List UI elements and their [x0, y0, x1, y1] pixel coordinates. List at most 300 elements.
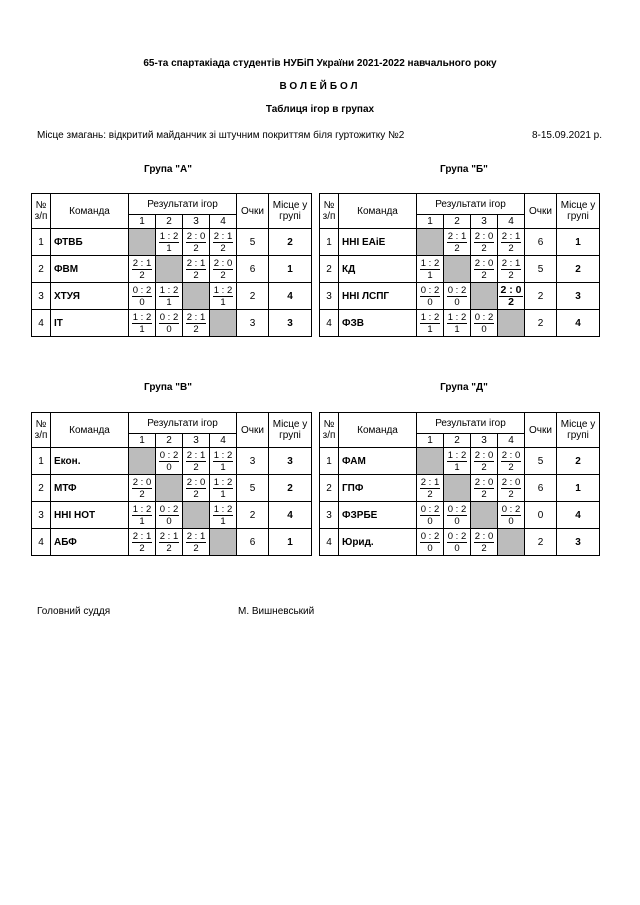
match-score [501, 504, 522, 527]
col-header-results: Результати ігор [129, 413, 237, 434]
sport-name: ВОЛЕЙБОЛ [279, 81, 361, 92]
team-place: 2 [557, 256, 600, 283]
set-score: 1 : 2 [420, 311, 440, 323]
set-score: 0 : 2 [420, 530, 440, 542]
row-num: 4 [320, 529, 339, 556]
team-points: 6 [237, 529, 269, 556]
match-points: 2 [454, 242, 460, 254]
self-cell-shaded [210, 310, 237, 337]
table-row [320, 502, 600, 529]
set-score: 0 : 2 [447, 503, 467, 515]
self-cell-shaded [156, 475, 183, 502]
col-header-opponent: 2 [156, 215, 183, 229]
match-points: 2 [220, 269, 226, 281]
self-cell-shaded [417, 448, 444, 475]
document-subtitle: Таблиця ігор в групах [265, 104, 375, 115]
set-score: 0 : 2 [420, 503, 440, 515]
row-num: 3 [32, 502, 51, 529]
match-score [501, 477, 522, 500]
score-cell [129, 529, 156, 556]
match-score [447, 531, 468, 554]
col-header-team: Команда [339, 413, 417, 448]
self-cell-shaded [417, 229, 444, 256]
self-cell-shaded [444, 256, 471, 283]
score-cell [183, 475, 210, 502]
col-header-results: Результати ігор [129, 194, 237, 215]
score-cell [444, 229, 471, 256]
score-cell [210, 448, 237, 475]
match-points: 1 [220, 515, 226, 527]
set-score: 0 : 2 [447, 284, 467, 296]
team-name: ННІ НОТ [51, 502, 129, 529]
set-score: 0 : 2 [474, 311, 494, 323]
match-score [213, 258, 234, 281]
team-place: 3 [269, 310, 312, 337]
col-header-points: Очки [237, 413, 269, 448]
match-score [447, 285, 468, 308]
match-points: 2 [193, 323, 199, 335]
match-points: 0 [481, 323, 487, 335]
set-score: 2 : 1 [447, 230, 467, 242]
table-row [32, 529, 312, 556]
row-num: 1 [32, 448, 51, 475]
score-cell [210, 502, 237, 529]
col-header-num: № з/п [32, 194, 51, 229]
team-points: 0 [525, 502, 557, 529]
match-points: 0 [508, 515, 514, 527]
match-score [213, 285, 234, 308]
col-header-opponent: 4 [210, 215, 237, 229]
col-header-place: Місце у групі [269, 194, 312, 229]
set-score: 2 : 1 [501, 230, 521, 242]
set-score: 2 : 0 [186, 230, 206, 242]
col-header-team: Команда [51, 413, 129, 448]
col-header-opponent: 3 [183, 215, 210, 229]
team-place: 2 [269, 229, 312, 256]
col-header-num: № з/п [32, 413, 51, 448]
team-place: 4 [269, 502, 312, 529]
match-score [186, 312, 207, 335]
team-points: 2 [525, 283, 557, 310]
set-score: 2 : 1 [132, 257, 152, 269]
match-points: 0 [454, 296, 460, 308]
match-points: 2 [193, 461, 199, 473]
match-score [186, 477, 207, 500]
match-points: 2 [166, 542, 172, 554]
self-cell-shaded [129, 229, 156, 256]
table-row [320, 310, 600, 337]
match-points: 0 [166, 515, 172, 527]
table-row [320, 529, 600, 556]
match-points: 0 [166, 461, 172, 473]
col-header-opponent: 1 [129, 215, 156, 229]
col-header-opponent: 2 [444, 215, 471, 229]
score-cell [210, 256, 237, 283]
group-a-table [31, 193, 312, 337]
row-num: 3 [32, 283, 51, 310]
match-points: 1 [454, 461, 460, 473]
score-cell [129, 475, 156, 502]
match-points: 0 [427, 296, 433, 308]
score-cell [471, 256, 498, 283]
match-score [474, 531, 495, 554]
group-d-table [319, 412, 600, 556]
score-cell [498, 475, 525, 502]
match-score [420, 477, 441, 500]
match-points: 2 [220, 242, 226, 254]
match-points: 2 [193, 269, 199, 281]
col-header-opponent: 4 [210, 434, 237, 448]
table-row [320, 475, 600, 502]
match-score [132, 258, 153, 281]
score-cell [471, 475, 498, 502]
match-points: 1 [454, 323, 460, 335]
set-score: 0 : 2 [159, 311, 179, 323]
match-points: 2 [508, 488, 514, 500]
score-cell [129, 502, 156, 529]
match-score [213, 231, 234, 254]
match-score [186, 450, 207, 473]
match-score [159, 285, 180, 308]
col-header-team: Команда [339, 194, 417, 229]
team-name: ІТ [51, 310, 129, 337]
team-points: 6 [237, 256, 269, 283]
match-score [213, 504, 234, 527]
team-points: 2 [237, 502, 269, 529]
row-num: 3 [320, 502, 339, 529]
set-score: 0 : 2 [132, 284, 152, 296]
set-score: 2 : 0 [474, 230, 494, 242]
score-cell [444, 502, 471, 529]
match-score [447, 312, 468, 335]
self-cell-shaded [183, 283, 210, 310]
set-score: 0 : 2 [159, 449, 179, 461]
team-points: 2 [525, 310, 557, 337]
match-points: 1 [220, 488, 226, 500]
score-cell [210, 229, 237, 256]
set-score: 1 : 2 [213, 476, 233, 488]
set-score: 2 : 1 [159, 530, 179, 542]
match-score [186, 531, 207, 554]
self-cell-shaded [210, 529, 237, 556]
set-score: 2 : 0 [132, 476, 152, 488]
col-header-opponent: 3 [183, 434, 210, 448]
self-cell-shaded [129, 448, 156, 475]
score-cell [183, 256, 210, 283]
self-cell-shaded [471, 283, 498, 310]
score-cell [471, 229, 498, 256]
row-num: 1 [320, 448, 339, 475]
match-score [213, 477, 234, 500]
score-cell [417, 256, 444, 283]
score-cell [498, 283, 525, 310]
match-points: 2 [139, 542, 145, 554]
row-num: 2 [320, 475, 339, 502]
match-points: 1 [166, 242, 172, 254]
match-points: 1 [427, 269, 433, 281]
chief-judge-name: М. Вишневський [238, 606, 315, 617]
row-num: 2 [32, 475, 51, 502]
match-points: 0 [454, 542, 460, 554]
team-name: ФТВБ [51, 229, 129, 256]
set-score: 0 : 2 [447, 530, 467, 542]
match-points: 2 [481, 242, 487, 254]
match-score [420, 285, 441, 308]
match-points: 2 [508, 269, 514, 281]
score-cell [471, 529, 498, 556]
set-score: 0 : 2 [159, 503, 179, 515]
match-score [474, 231, 495, 254]
table-row [320, 256, 600, 283]
set-score: 2 : 0 [501, 476, 521, 488]
group-title-b: Група "Б" [440, 164, 488, 175]
set-score: 2 : 1 [501, 257, 521, 269]
team-name: МТФ [51, 475, 129, 502]
score-cell [444, 310, 471, 337]
match-score [159, 231, 180, 254]
document-title: 65-та спартакіада студентів НУБіП України 2021-2022 навчального року [143, 58, 497, 69]
score-cell [471, 310, 498, 337]
score-cell [156, 283, 183, 310]
self-cell-shaded [183, 502, 210, 529]
team-place: 1 [269, 256, 312, 283]
team-place: 4 [557, 502, 600, 529]
match-points: 2 [193, 242, 199, 254]
score-cell [417, 283, 444, 310]
match-score [447, 450, 468, 473]
self-cell-shaded [498, 310, 525, 337]
group-b-table [319, 193, 600, 337]
score-cell [471, 448, 498, 475]
col-header-num: № з/п [320, 194, 339, 229]
match-score [186, 258, 207, 281]
group-title-d: Група "Д" [440, 382, 488, 393]
match-score [132, 285, 153, 308]
col-header-results: Результати ігор [417, 413, 525, 434]
team-name: КД [339, 256, 417, 283]
match-points: 1 [220, 296, 226, 308]
team-name: ННІ ЛСПГ [339, 283, 417, 310]
set-score: 2 : 0 [474, 449, 494, 461]
match-score [186, 231, 207, 254]
match-points: 1 [139, 323, 145, 335]
match-points: 0 [427, 515, 433, 527]
col-header-team: Команда [51, 194, 129, 229]
set-score: 2 : 0 [474, 257, 494, 269]
score-cell [417, 502, 444, 529]
team-name: ФЗВ [339, 310, 417, 337]
match-score [447, 504, 468, 527]
set-score: 2 : 0 [500, 283, 522, 296]
dates-text: 8-15.09.2021 р. [531, 130, 602, 141]
score-cell [156, 310, 183, 337]
set-score: 1 : 2 [159, 284, 179, 296]
col-header-opponent: 4 [498, 434, 525, 448]
score-cell [156, 529, 183, 556]
table-row [32, 229, 312, 256]
self-cell-shaded [498, 529, 525, 556]
team-points: 3 [237, 310, 269, 337]
match-points: 2 [481, 542, 487, 554]
score-cell [156, 502, 183, 529]
set-score: 2 : 1 [186, 530, 206, 542]
team-points: 5 [237, 229, 269, 256]
score-cell [183, 229, 210, 256]
row-num: 1 [32, 229, 51, 256]
match-points: 2 [139, 488, 145, 500]
col-header-num: № з/п [320, 413, 339, 448]
team-points: 6 [525, 229, 557, 256]
set-score: 1 : 2 [420, 257, 440, 269]
match-score [132, 477, 153, 500]
row-num: 1 [320, 229, 339, 256]
col-header-opponent: 1 [417, 215, 444, 229]
team-place: 2 [269, 475, 312, 502]
match-score [159, 531, 180, 554]
table-row [32, 256, 312, 283]
team-name: Екон. [51, 448, 129, 475]
match-score [499, 285, 522, 308]
match-points: 1 [220, 461, 226, 473]
table-row [320, 448, 600, 475]
match-score [132, 312, 153, 335]
match-points: 2 [481, 488, 487, 500]
col-header-points: Очки [237, 194, 269, 229]
score-cell [156, 229, 183, 256]
row-num: 2 [320, 256, 339, 283]
col-header-place: Місце у групі [269, 413, 312, 448]
score-cell [210, 283, 237, 310]
col-header-place: Місце у групі [557, 194, 600, 229]
col-header-points: Очки [525, 413, 557, 448]
set-score: 1 : 2 [447, 449, 467, 461]
col-header-opponent: 2 [444, 434, 471, 448]
set-score: 0 : 2 [501, 503, 521, 515]
team-place: 1 [557, 229, 600, 256]
score-cell [498, 229, 525, 256]
set-score: 2 : 1 [132, 530, 152, 542]
match-points: 2 [481, 461, 487, 473]
score-cell [498, 502, 525, 529]
team-place: 1 [269, 529, 312, 556]
col-header-results: Результати ігор [417, 194, 525, 215]
set-score: 2 : 0 [474, 530, 494, 542]
set-score: 2 : 0 [213, 257, 233, 269]
team-points: 5 [237, 475, 269, 502]
match-score [132, 531, 153, 554]
set-score: 2 : 1 [213, 230, 233, 242]
col-header-opponent: 1 [417, 434, 444, 448]
score-cell [417, 475, 444, 502]
self-cell-shaded [471, 502, 498, 529]
team-name: ГПФ [339, 475, 417, 502]
match-score [447, 231, 468, 254]
score-cell [183, 448, 210, 475]
team-name: ННІ ЕАіЕ [339, 229, 417, 256]
col-header-opponent: 2 [156, 434, 183, 448]
score-cell [498, 448, 525, 475]
score-cell [417, 310, 444, 337]
col-header-place: Місце у групі [557, 413, 600, 448]
match-score [159, 450, 180, 473]
row-num: 2 [32, 256, 51, 283]
team-name: ФАМ [339, 448, 417, 475]
col-header-points: Очки [525, 194, 557, 229]
score-cell [498, 256, 525, 283]
match-score [474, 312, 495, 335]
group-title-v: Група "В" [144, 382, 192, 393]
team-place: 4 [557, 310, 600, 337]
team-points: 2 [237, 283, 269, 310]
match-points: 0 [139, 296, 145, 308]
set-score: 2 : 1 [186, 449, 206, 461]
match-score [420, 531, 441, 554]
set-score: 2 : 0 [186, 476, 206, 488]
group-v-table [31, 412, 312, 556]
set-score: 2 : 1 [420, 476, 440, 488]
team-name: ФВМ [51, 256, 129, 283]
score-cell [417, 529, 444, 556]
self-cell-shaded [444, 475, 471, 502]
match-score [420, 312, 441, 335]
score-cell [210, 475, 237, 502]
match-score [501, 450, 522, 473]
score-cell [129, 256, 156, 283]
col-header-opponent: 3 [471, 215, 498, 229]
match-points: 1 [139, 515, 145, 527]
match-score [474, 450, 495, 473]
match-points: 2 [508, 242, 514, 254]
team-name: ФЗРБЕ [339, 502, 417, 529]
table-row [32, 502, 312, 529]
venue-text: Місце змагань: відкритий майданчик зі штучним покриттям біля гуртожитку №2 [37, 130, 405, 141]
self-cell-shaded [156, 256, 183, 283]
score-cell [444, 448, 471, 475]
set-score: 1 : 2 [213, 284, 233, 296]
match-points: 0 [454, 515, 460, 527]
match-points: 0 [427, 542, 433, 554]
match-score [501, 258, 522, 281]
match-points: 2 [508, 461, 514, 473]
team-place: 4 [269, 283, 312, 310]
col-header-opponent: 3 [471, 434, 498, 448]
team-place: 1 [557, 475, 600, 502]
set-score: 2 : 1 [186, 257, 206, 269]
match-points: 0 [166, 323, 172, 335]
score-cell [444, 283, 471, 310]
table-row [32, 475, 312, 502]
table-row [32, 448, 312, 475]
match-score [132, 504, 153, 527]
team-points: 5 [525, 256, 557, 283]
set-score: 1 : 2 [447, 311, 467, 323]
score-cell [444, 529, 471, 556]
match-score [159, 312, 180, 335]
team-points: 6 [525, 475, 557, 502]
set-score: 1 : 2 [132, 503, 152, 515]
match-points: 2 [508, 295, 514, 308]
row-num: 4 [32, 529, 51, 556]
team-points: 2 [525, 529, 557, 556]
score-cell [183, 310, 210, 337]
set-score: 2 : 0 [474, 476, 494, 488]
match-score [474, 477, 495, 500]
team-place: 2 [557, 448, 600, 475]
team-place: 3 [557, 529, 600, 556]
team-name: ХТУЯ [51, 283, 129, 310]
set-score: 1 : 2 [213, 449, 233, 461]
set-score: 1 : 2 [159, 230, 179, 242]
